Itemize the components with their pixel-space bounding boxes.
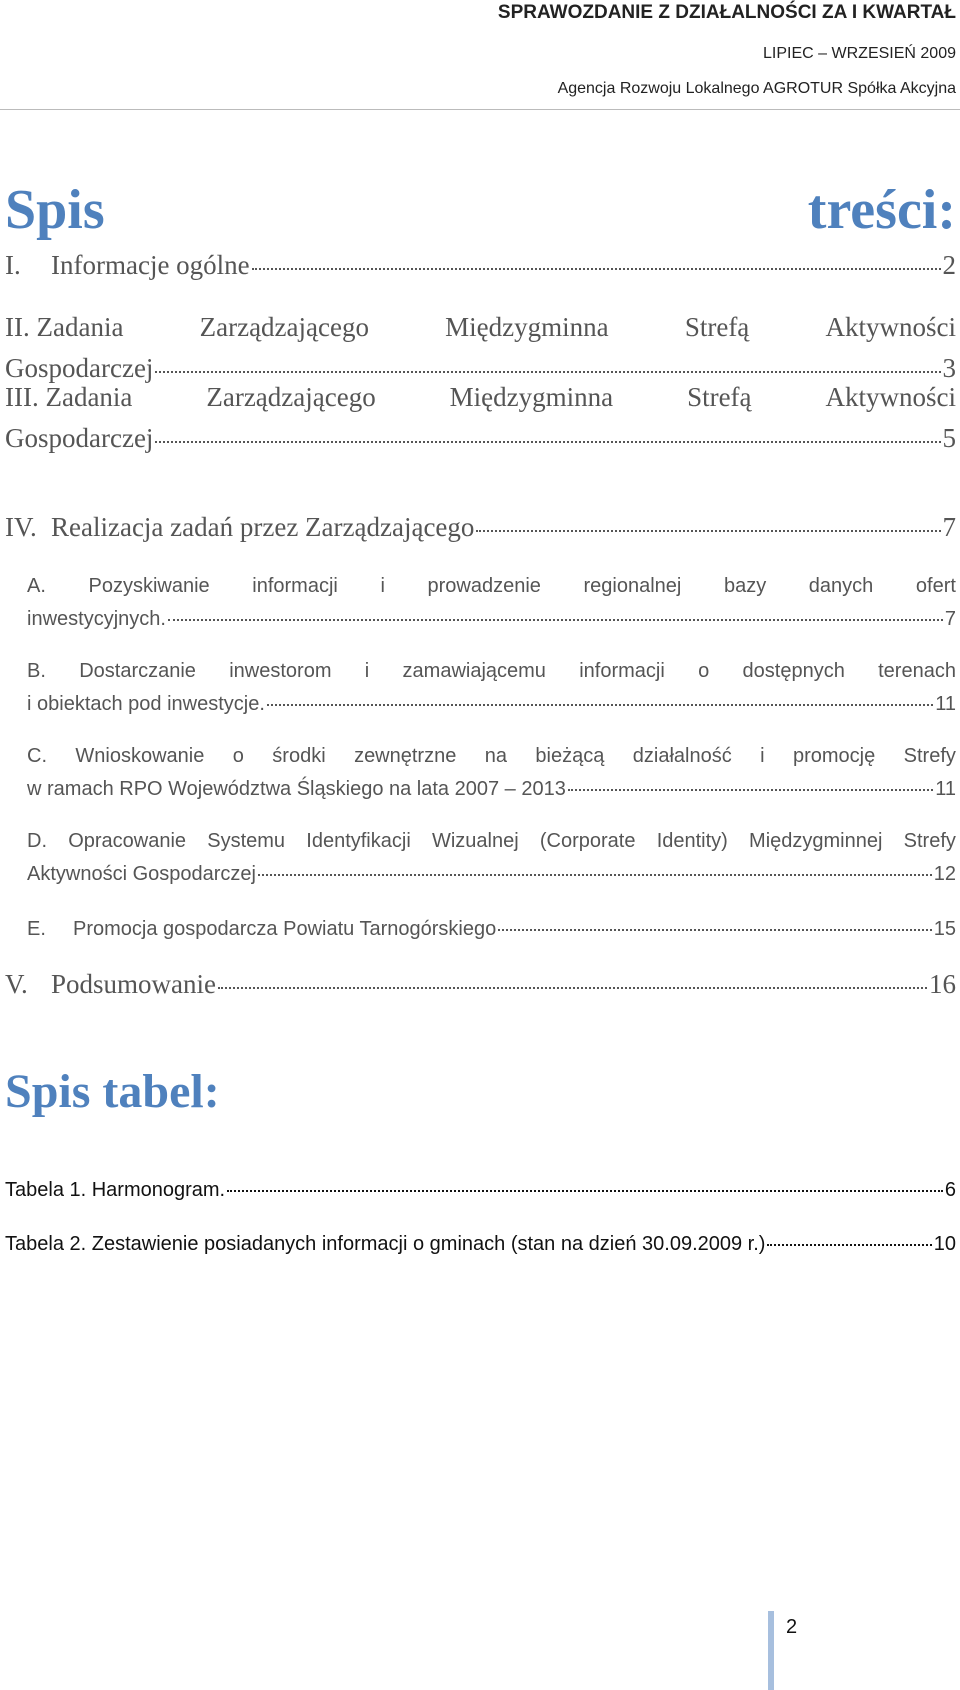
report-title: SPRAWOZDANIE Z DZIAŁALNOŚCI ZA I KWARTAŁ [497, 2, 956, 23]
leader-dots [258, 874, 932, 876]
leader-dots [218, 987, 927, 989]
toc-item[interactable]: V. Podsumowanie 16 [5, 969, 956, 999]
leader-dots [568, 789, 933, 791]
toc-item[interactable]: Gospodarczej 5 [5, 423, 956, 453]
toc-subitem[interactable]: Aktywności Gospodarczej 12 [27, 863, 956, 885]
report-period: LIPIEC – WRZESIEŃ 2009 [763, 45, 956, 62]
toc-subitem-justified-line[interactable]: D. Opracowanie Systemu Identyfikacji Wizualnej (Corporate Identity) Międzygminnej Strefy [27, 830, 956, 852]
toc-subitem[interactable]: w ramach RPO Województwa Śląskiego na lata 2007 – 2013 11 [27, 778, 956, 800]
leader-dots [498, 929, 932, 931]
leader-dots [476, 530, 940, 532]
table-list-item[interactable]: Tabela 1. Harmonogram. 6 [5, 1179, 956, 1201]
footer-accent-bar [768, 1611, 774, 1690]
table-list-item[interactable]: Tabela 2. Zestawienie posiadanych informacji o gminach (stan na dzień 30.09.2009 r.) 10 [5, 1233, 956, 1255]
leader-dots [168, 619, 943, 621]
leader-dots [767, 1244, 931, 1246]
toc-subitem[interactable]: inwestycyjnych. 7 [27, 608, 956, 630]
leader-dots [267, 704, 933, 706]
toc-subitem-justified-line[interactable]: C. Wnioskowanie o środki zewnętrzne na bieżącą działalność i promocję Strefy [27, 745, 956, 767]
company-name: Agencja Rozwoju Lokalnego AGROTUR Spółka Akcyjna [557, 80, 956, 97]
leader-dots [155, 441, 940, 443]
toc-item-justified-line[interactable]: II. Zadania Zarządzającego Międzygminna Strefą Aktywności [5, 312, 956, 342]
leader-dots [252, 268, 941, 270]
page-number: 2 [786, 1616, 798, 1638]
toc-subitem-justified-line[interactable]: B. Dostarczanie inwestorom i zamawiającemu informacji o dostępnych terenach [27, 660, 956, 682]
toc-subitem-justified-line[interactable]: A. Pozyskiwanie informacji i prowadzenie regionalnej bazy danych ofert [27, 575, 956, 597]
header-divider [0, 109, 960, 110]
toc-subitem[interactable]: E. Promocja gospodarcza Powiatu Tarnogórskiego 15 [27, 918, 956, 940]
toc-item[interactable]: I. Informacje ogólne 2 [5, 250, 956, 280]
toc-item-justified-line[interactable]: III. Zadania Zarządzającego Międzygminna Strefą Aktywności [5, 382, 956, 412]
toc-heading: Spis treści: [5, 179, 956, 241]
toc-item[interactable]: Gospodarczej 3 [5, 353, 956, 383]
toc-subitem[interactable]: i obiektach pod inwestycje. 11 [27, 693, 956, 715]
toc-item[interactable]: IV. Realizacja zadań przez Zarządzającego 7 [5, 512, 956, 542]
page-header [56, 0, 956, 99]
leader-dots [227, 1190, 943, 1192]
tables-heading: Spis tabel: [5, 1065, 220, 1118]
leader-dots [155, 371, 940, 373]
